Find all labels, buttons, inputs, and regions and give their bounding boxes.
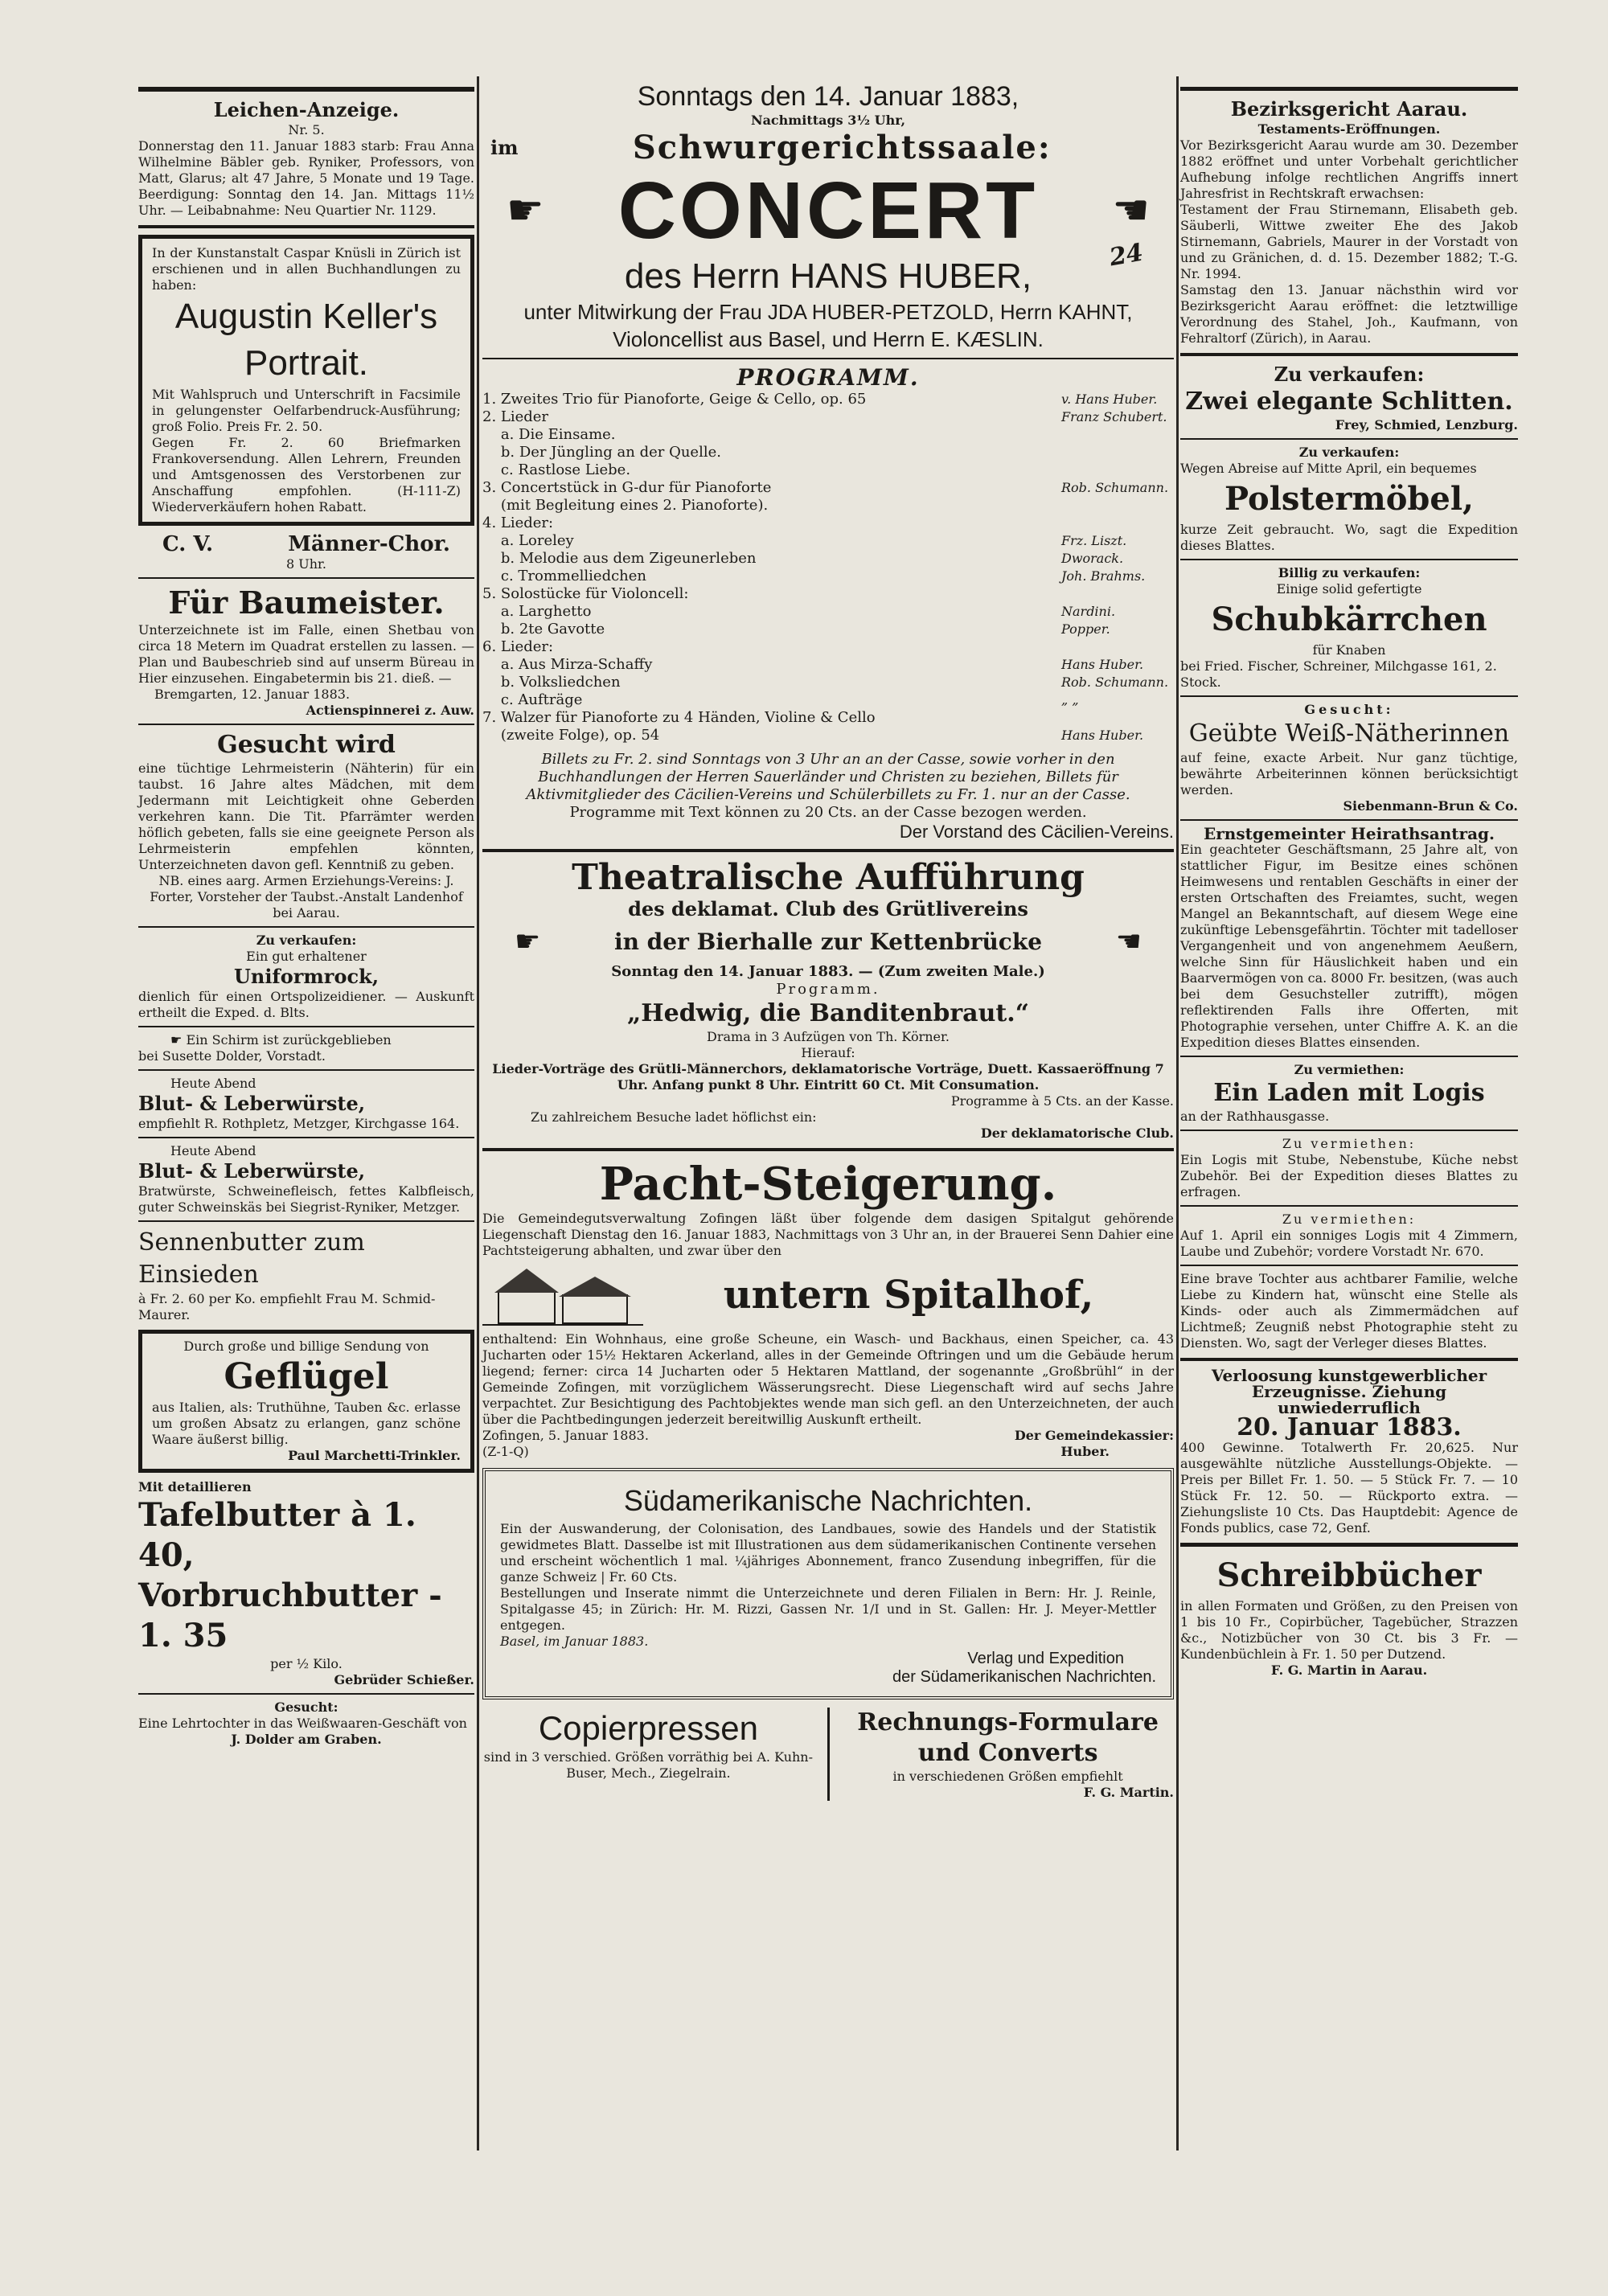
- program-item: c. Rastlose Liebe.: [482, 461, 631, 478]
- concert-mitwirkung: unter Mitwirkung der Frau JDA HUBER-PETZOLD, Herrn KAHNT, Violoncellist aus Basel, und Herrn E. KÆSLIN.: [523, 300, 1133, 351]
- leichen-title: Leichen-Anzeige.: [213, 98, 400, 121]
- butter1: Tafelbutter à 1. 40,: [138, 1496, 416, 1574]
- baumeister-sign2: Actienspinnerei z. Auw.: [306, 703, 474, 718]
- keller-intro: In der Kunstanstalt Caspar Knüsli in Zürich ist erschienen und in allen Buchhandlungen zu haben:: [152, 245, 461, 293]
- program-row: [482, 497, 1174, 515]
- keller-text2: Gegen Fr. 2. 60 Briefmarken Frankoversendung. Allen Lehrern, Freunden und Amtsgenossen des Verstorbenen zur Anschaffung empfohlen. (H-111-Z) Wiederverkäufern hohen Rabatt.: [152, 435, 461, 515]
- program-row: [482, 603, 1174, 621]
- test-text2: Testament der Frau Stirnemann, Elisabeth geb. Säuberli, Wittwe zweiter Ehe des Jakob Stirnemann, Gabriels, Maurer in der Vorstadt von und zu Gränichen, d. d. 15. Dezember 1882; T.-G. Nr. 1994.: [1180, 202, 1518, 281]
- program-row: [482, 691, 1174, 709]
- uniform-text: dienlich für einen Ortspolizeidiener. — Auskunft ertheilt die Exped. d. Blts.: [138, 989, 474, 1020]
- concert-herr: des Herrn HANS HUBER,: [624, 256, 1032, 296]
- program-item: a. Die Einsame.: [482, 426, 616, 443]
- suedamerika-ad: [482, 1468, 1174, 1699]
- heirat-text: Ein geachteter Geschäftsmann, 25 Jahre alt, von stattlicher Figur, im Besitze eines schönen Heimwesens und rentablen Geschäfts in einer der ersten Ortschaften des Freiamtes, sucht, wegen Mangel an Bekanntschaft, auf diesem Wege eine zukünftige Lebensgefährtin. Töchter mit tadelloser Vergangenheit und von angenehmem Aeußern, welche Sinn für Häuslichkeit haben und ein Baarvermögen von ca. 8000 Fr. besitzen, (was auch bei dem Gesuchsteller zutrifft), mögen reflektirenden Falls ihre Offerten, mit Photographie versehen, unter Chiffre A. K. an die Expedition dieses Blattes einsenden.: [1180, 842, 1518, 1050]
- verl-text: 400 Gewinne. Totalwerth Fr. 20,625. Nur ausgewählte nützliche Ausstellungs-Objekte. — Preis per Billet Fr. 1. 50. — 5 Stück Fr. 7. — 10 Stück Fr. 12. 50. — Rückporto extra. — Ziehungsliste 10 Cts. Das Hauptdebit: Agence de Fonds publics, case 72, Genf.: [1180, 1440, 1518, 1535]
- lieder-text: Lieder-Vorträge des Grütli-Männerchors, deklamatorische Vorträge, Duett. Kassaeröffnung 7 Uhr. Anfang punkt 8 Uhr. Eintritt 60 Ct. Mit Consumation.: [492, 1061, 1164, 1093]
- test-text3: Samstag den 13. Januar nächsthin wird vor Bezirksgericht Aarau eröffnet: die letztwillige Verordnung des Stahel, Joh., Kaufmann, von Fehraltorf (Zürich), in Aarau.: [1180, 282, 1518, 346]
- abend1: Heute Abend: [170, 1076, 256, 1091]
- programme-text: Programme mit Text können zu 20 Cts. an der Casse bezogen werden.: [569, 804, 1087, 821]
- gefl-sign: Paul Marchetti-Trinkler.: [288, 1448, 461, 1463]
- program-row: [482, 638, 1174, 656]
- naeh-sign: Siebenmann-Brun & Co.: [1343, 798, 1518, 814]
- program-row: [482, 408, 1174, 426]
- laden: Ein Laden mit Logis: [1213, 1079, 1485, 1107]
- program-composer: [1061, 444, 1174, 461]
- verkaufen-title: Zu verkaufen:: [256, 933, 357, 948]
- programm-title: PROGRAMM.: [736, 364, 920, 391]
- program-item: 7. Walzer für Pianoforte zu 4 Händen, Violine & Cello: [482, 709, 876, 726]
- verl-date: 20. Januar 1883.: [1237, 1413, 1462, 1441]
- butter2: Vorbruchbutter - 1. 35: [138, 1576, 442, 1654]
- keller-ad: [138, 235, 474, 526]
- theater-date: Sonntag den 14. Januar 1883. — (Zum zweiten Male.): [611, 963, 1045, 980]
- keller-title1: Augustin Keller's: [174, 297, 438, 336]
- sued-text2: Bestellungen und Inserate nimmt die Unterzeichnete und deren Filialen in Bern: Hr. J. Reinle, Spitalgasse 45; in Zürich: Hr. M. Rizzi, Gassen Nr. 1/I und in St. Gallen: Hr. J. Meyer-Mettler entgegen.: [500, 1585, 1156, 1633]
- pacht-text: Die Gemeindegutsverwaltung Zofingen läßt über folgende dem dasigen Spitalgut gehörende Liegenschaft Dienstag den 16. Januar 1883, Nachmittags von 3 Uhr an, in der Brauerei Senn Dahier eine Pachtsteigerung abhalten, und zwar über den: [482, 1211, 1174, 1258]
- test-text: Vor Bezirksgericht Aarau wurde am 30. Dezember 1882 eröffnet und unter Vorbehalt gerichtlicher Aufhebung infolge rechtlichen Angriffs innert Jahresfrist in Rechtskraft erwachsen:: [1180, 137, 1518, 201]
- schirm-text: Ein Schirm ist zurückgeblieben: [186, 1032, 392, 1048]
- verl-title: Verloosung kunstgewerblicher Erzeugnisse. Ziehung unwiederruflich: [1211, 1366, 1487, 1417]
- program-composer: Frz. Liszt.: [1061, 533, 1127, 548]
- pacht-title: Pacht-Steigerung.: [599, 1158, 1057, 1211]
- butter-sign: Gebrüder Schießer.: [334, 1672, 474, 1687]
- naeh-title: Geübte Weiß-Nätherinnen: [1188, 720, 1510, 748]
- schreib-sign: F. G. Martin in Aarau.: [1270, 1663, 1428, 1678]
- hedwig: „Hedwig, die Banditenbraut.“: [627, 999, 1029, 1027]
- pacht-name: Huber.: [1060, 1444, 1110, 1459]
- billig: Billig zu verkaufen:: [1278, 565, 1421, 580]
- program-item: 1. Zweites Trio für Pianoforte, Geige & Cello, op. 65: [482, 391, 867, 408]
- program-composer: Rob. Schumann.: [1061, 480, 1169, 495]
- verm3: Zu vermiethen:: [1282, 1212, 1417, 1227]
- copier-ad: [482, 1708, 814, 1781]
- polster: Polstermöbel,: [1224, 480, 1474, 518]
- schirm-sign: bei Susette Dolder, Vorstadt.: [138, 1048, 326, 1064]
- naeh-text: auf feine, exacte Arbeit. Nur ganz tüchtige, bewährte Arbeiterinnen können berücksichtigt werden.: [1180, 750, 1518, 797]
- program-composer: [1061, 709, 1174, 727]
- schreib-text: in allen Formaten und Größen, zu den Preisen von 1 bis 10 Fr., Copirbücher, Tagebücher, Strazzen &c., Notizbücher von 30 Ct. bis 3 Fr. — Kundenbüchlein à Fr. 1. 50 per Dutzend.: [1180, 1598, 1518, 1662]
- gesucht-sign: NB. eines aarg. Armen Erziehungs-Vereins: J. Forter, Vorsteher der Taubst.-Anstalt Landenhof bei Aarau.: [150, 873, 463, 920]
- program-row: [482, 674, 1174, 691]
- gefl-intro: Durch große und billige Sendung von: [183, 1339, 429, 1354]
- program-row: [482, 515, 1174, 532]
- concert-time: Nachmittags 3½ Uhr,: [750, 113, 906, 128]
- schlitten: Zwei elegante Schlitten.: [1185, 387, 1513, 416]
- butter-unit: per ½ Kilo.: [270, 1656, 343, 1671]
- program-composer: Hans Huber.: [1061, 728, 1144, 743]
- schlitten-sign: Frey, Schmied, Lenzburg.: [1335, 417, 1518, 433]
- copier-title: Copierpressen: [538, 1709, 758, 1747]
- program-item: c. Trommelliedchen: [482, 568, 647, 584]
- program-composer: [1061, 426, 1174, 444]
- program-composer: „ „: [1061, 692, 1079, 707]
- schub: Schubkärrchen: [1211, 601, 1487, 638]
- program-composer: v. Hans Huber.: [1061, 392, 1158, 407]
- gefl-title: Geflügel: [224, 1356, 389, 1397]
- tochter-text: Eine brave Tochter aus achtbarer Familie, welche Liebe zu Kindern hat, wünscht eine Stelle als Kinds- oder auch als Zimmermädchen auf Lichtmeß; Zeugniß nebst Photographie steht zu Diensten. Wo, sagt der Verleger dieses Blattes.: [1180, 1271, 1518, 1351]
- verk2-title: Zu verkaufen:: [1298, 445, 1400, 460]
- schub-text: für Knaben: [1312, 642, 1386, 658]
- heirat-title: Ernstgemeinter Heirathsantrag.: [1204, 824, 1495, 843]
- butter-intro: Mit detaillieren: [138, 1479, 252, 1494]
- wurst1-text: empfiehlt R. Rothpletz, Metzger, Kirchgasse 164.: [138, 1116, 460, 1131]
- drama: Drama in 3 Aufzügen von Th. Körner.: [707, 1029, 950, 1044]
- rechnung-ad: [842, 1708, 1174, 1801]
- schub-sign: bei Fried. Fischer, Schreiner, Milchgasse 161, 2. Stock.: [1180, 658, 1497, 690]
- column-divider-right: [1176, 76, 1179, 2150]
- theater-prog: Programm.: [776, 981, 880, 998]
- program-item: b. Der Jüngling an der Quelle.: [482, 444, 721, 461]
- right-column: [1180, 80, 1518, 1679]
- program-item: 2. Lieder: [482, 408, 549, 425]
- program-row: [482, 568, 1174, 585]
- einige: Einige solid gefertigte: [1276, 581, 1422, 597]
- sued-text: Ein der Auswanderung, der Colonisation, des Landbaues, sowie des Handels und der Statistik gewidmetes Blatt. Dasselbe ist mit Illustrationen aus dem südamerikanischen Continente versehen und erscheint wöchentlich 1 mal. ¼jähriges Abonnement, franco Zusendung inbegriffen, für die ganze Schweiz | Fr. 60 Cts.: [500, 1521, 1156, 1585]
- abend2: Heute Abend: [170, 1143, 256, 1158]
- program-item: b. Melodie aus dem Zigeunerleben: [482, 550, 757, 567]
- program-row: [482, 709, 1174, 727]
- program-row: [482, 532, 1174, 550]
- bez-title: Bezirksgericht Aarau.: [1230, 97, 1468, 121]
- verm2: Zu vermiethen:: [1282, 1136, 1417, 1151]
- rech-title2: und Converts: [917, 1739, 1098, 1767]
- gefluegel-ad: [138, 1330, 474, 1473]
- club: Der deklamatorische Club.: [980, 1125, 1174, 1141]
- cv-time: 8 Uhr.: [285, 556, 327, 572]
- concert-date: Sonntags den 14. Januar 1883,: [637, 81, 1019, 112]
- pointing-hand-icon: ☛: [170, 1032, 183, 1048]
- program-item: a. Larghetto: [482, 603, 592, 620]
- program-composer: Nardini.: [1061, 604, 1116, 619]
- program-row: [482, 444, 1174, 461]
- verm2-text: Ein Logis mit Stube, Nebenstube, Küche nebst Zubehör. Bei der Expedition dieses Blattes zu erfragen.: [1180, 1152, 1518, 1199]
- pacht-code: (Z-1-Q): [482, 1444, 529, 1459]
- cv-left: C. V.: [162, 532, 214, 556]
- program-composer: [1061, 515, 1174, 532]
- polster-text: kurze Zeit gebraucht. Wo, sagt die Expedition dieses Blattes.: [1180, 522, 1518, 553]
- gesucht2-sign: J. Dolder am Graben.: [231, 1732, 382, 1747]
- senn-title: Sennenbutter zum Einsieden: [138, 1228, 365, 1289]
- baumeister-text: Unterzeichnete ist im Falle, einen Shetbau von circa 18 Metern im Quadrat erstellen zu lassen. — Plan und Baubeschrieb sind auf unserm Büreau in Hier einzusehen. Eingabetermin bis 21. dieß. —: [138, 622, 474, 686]
- rech-text: in verschiedenen Größen empfiehlt: [892, 1769, 1123, 1784]
- program-row: [482, 550, 1174, 568]
- rech-sign: F. G. Martin.: [1083, 1785, 1174, 1800]
- program-composer: Dworack.: [1061, 551, 1124, 566]
- test-title: Testaments-Eröffnungen.: [1257, 121, 1441, 137]
- sued-place: Basel, im Januar 1883.: [500, 1634, 649, 1649]
- sued-sign2: der Südamerikanischen Nachrichten.: [892, 1668, 1156, 1686]
- verm3-text: Auf 1. April ein sonniges Logis mit 4 Zimmern, Laube und Zubehör; vordere Vorstadt Nr. 670.: [1180, 1228, 1518, 1259]
- pointing-hand-right-icon: ☛: [507, 187, 544, 235]
- pointing-hand-left-icon-2: ☚: [1115, 925, 1142, 958]
- program-composer: [1061, 638, 1174, 656]
- wurst2-title: Blut- & Leberwürste,: [138, 1159, 366, 1183]
- concert-saal: Schwurgerichtssaale:: [632, 129, 1052, 166]
- program-row: [482, 656, 1174, 674]
- program-item: a. Aus Mirza-Schaffy: [482, 656, 653, 673]
- schreib-title: Schreibbücher: [1216, 1556, 1482, 1594]
- column-divider-left: [477, 76, 479, 2150]
- theater-loc: in der Bierhalle zur Kettenbrücke: [613, 929, 1043, 955]
- program-item: 4. Lieder:: [482, 515, 554, 531]
- spitalhof: untern Spitalhof,: [723, 1273, 1094, 1318]
- program-row: [482, 461, 1174, 479]
- program-composer: [1061, 497, 1174, 515]
- verm1: Zu vermiethen:: [1294, 1062, 1405, 1077]
- verkaufen-sub: Ein gut erhaltener: [246, 949, 367, 964]
- program-item: (mit Begleitung eines 2. Pianoforte).: [482, 497, 769, 514]
- baumeister-title: Für Baumeister.: [168, 584, 445, 621]
- program-item: 3. Concertstück in G-dur für Pianoforte: [482, 479, 772, 496]
- program-composer: Popper.: [1061, 621, 1110, 637]
- concert-billets: Billets zu Fr. 2. sind Sonntags von 3 Uhr an an der Casse, sowie vorher in den Buchhandlungen der Herren Sauerländer und Christen zu beziehen, Billets für Aktivmitglieder des Cäcilien-Vereins und Schülerbillets zu Fr. 1. nur an der Casse.: [526, 751, 1130, 803]
- program-item: b. Volksliedchen: [482, 674, 621, 691]
- cv-right: Männer-Chor.: [288, 532, 450, 556]
- wurst1-title: Blut- & Leberwürste,: [138, 1092, 366, 1115]
- baumeister-sign1: Bremgarten, 12. Januar 1883.: [154, 687, 351, 702]
- verk2-text: Wegen Abreise auf Mitte April, ein bequemes: [1180, 461, 1477, 476]
- program-composer: Rob. Schumann.: [1061, 674, 1169, 690]
- pacht-text2: enthaltend: Ein Wohnhaus, eine große Scheune, ein Wasch- und Backhaus, einen Speicher, ca. 43 Jucharten oder 15½ Hektaren Ackerland, alles in der Gemeinde Oftringen und um die Gebäude herum liegend; ferner: circa 14 Jucharten oder 5 Hektaren Mattland, der sogenannte „Großbrühl“ in der Gemeinde Zofingen, mit vorzüglichem Wässerungsrecht. Diese Liegenschaft wird auf sechs Jahre verpachtet. Zur Besichtigung des Pachtobjektes wende man sich gefl. an den Unterzeichneten, der auch über die Pachtbedingungen jederzeit bereitwillig Auskunft ertheilt.: [482, 1331, 1174, 1427]
- gesucht-title-right: Gesucht:: [1304, 702, 1394, 717]
- gesucht-title: Gesucht wird: [217, 731, 396, 759]
- program-item: 6. Lieder:: [482, 638, 554, 655]
- besuch: Zu zahlreichem Besuche ladet höflichst ein:: [531, 1109, 817, 1125]
- uniform-title: Uniformrock,: [233, 965, 379, 988]
- leichen-nr: Nr. 5.: [288, 122, 325, 137]
- program-composer: Hans Huber.: [1061, 657, 1144, 672]
- senn-text: à Fr. 2. 60 per Ko. empfiehlt Frau M. Schmid-Maurer.: [138, 1291, 436, 1322]
- program-item: 5. Solostücke für Violoncell:: [482, 585, 689, 602]
- concert-title: CONCERT: [617, 166, 1039, 256]
- program-composer: [1061, 585, 1174, 603]
- program-row: [482, 621, 1174, 638]
- gefl-text: aus Italien, als: Truthühne, Tauben &c. erlasse um großen Absatz zu erlangen, ganz schöne Waare äußerst billig.: [152, 1400, 461, 1447]
- program-item: a. Loreley: [482, 532, 574, 549]
- keller-title2: Portrait.: [244, 343, 369, 383]
- program-row: [482, 479, 1174, 497]
- vorstand: Der Vorstand des Cäcilien-Vereins.: [899, 822, 1174, 842]
- hierauf: Hierauf:: [801, 1045, 855, 1060]
- pacht-place: Zofingen, 5. Januar 1883.: [482, 1428, 649, 1443]
- middle-column: [482, 80, 1174, 1801]
- verk1-title: Zu verkaufen:: [1274, 363, 1425, 386]
- handwritten-number: 24: [1107, 238, 1146, 273]
- program-item: c. Aufträge: [482, 691, 583, 708]
- gesucht-text: eine tüchtige Lehrmeisterin (Nähterin) für ein taubst. 16 Jahre altes Mädchen, mit dem Jedermann mit Leichtigkeit ohne Geberden verkehren kann. Die Tit. Pfarrämter werden höflich gebeten, falls sie eine geeignete Person als Lehrmeisterin empfehlen könnten, Unterzeichneten davon gefl. Kenntniß zu geben.: [138, 761, 474, 872]
- program-list: [482, 391, 1174, 744]
- program-row: [482, 426, 1174, 444]
- pacht-role: Der Gemeindekassier:: [1014, 1428, 1174, 1443]
- gesucht2-text: Eine Lehrtochter in das Weißwaaren-Geschäft von: [138, 1716, 467, 1731]
- theater-sub: des deklamat. Club des Grütlivereins: [628, 897, 1028, 920]
- leichen-text: Donnerstag den 11. Januar 1883 starb: Frau Anna Wilhelmine Bäbler geb. Ryniker, Professors, von Matt, Glarus; alt 47 Jahre, 5 Monate und 19 Tage. Beerdigung: Sonntag den 14. Jan. Mittags 11½ Uhr. — Leibabnahme: Neu Quartier Nr. 1129.: [138, 138, 474, 218]
- pointing-hand-right-icon-2: ☛: [515, 925, 541, 958]
- program-row: [482, 391, 1174, 408]
- gesucht2-title: Gesucht:: [274, 1699, 338, 1715]
- program-composer: Franz Schubert.: [1061, 409, 1167, 424]
- rech-title1: Rechnungs-Formulare: [857, 1708, 1159, 1736]
- pointing-hand-left-icon: ☚: [1112, 187, 1150, 235]
- copier-text: sind in 3 verschied. Größen vorräthig bei A. Kuhn-Buser, Mech., Ziegelrain.: [483, 1749, 814, 1781]
- concert-im: im: [490, 135, 519, 159]
- theater-title: Theatralische Aufführung: [572, 857, 1085, 898]
- program-item: b. 2te Gavotte: [482, 621, 605, 638]
- left-column: [138, 80, 474, 1748]
- wurst2-text: Bratwürste, Schweinefleisch, fettes Kalbfleisch, guter Schweinskäs bei Siegrist-Ryniker, Metzger.: [138, 1183, 474, 1215]
- program-composer: Joh. Brahms.: [1061, 568, 1146, 584]
- program-item: (zweite Folge), op. 54: [482, 727, 660, 744]
- farmhouse-illustration: [482, 1259, 643, 1331]
- keller-text: Mit Wahlspruch und Unterschrift in Facsimile in gelungenster Oelfarbendruck-Ausführung; groß Folio. Preis Fr. 2. 50.: [152, 387, 461, 434]
- program-row: [482, 727, 1174, 744]
- laden-text: an der Rathhausgasse.: [1180, 1109, 1330, 1124]
- programme5: Programme à 5 Cts. an der Kasse.: [950, 1093, 1174, 1109]
- program-row: [482, 585, 1174, 603]
- sued-title: Südamerikanische Nachrichten.: [623, 1484, 1033, 1517]
- program-composer: [1061, 461, 1174, 479]
- sued-sign1: Verlag und Expedition: [967, 1650, 1124, 1667]
